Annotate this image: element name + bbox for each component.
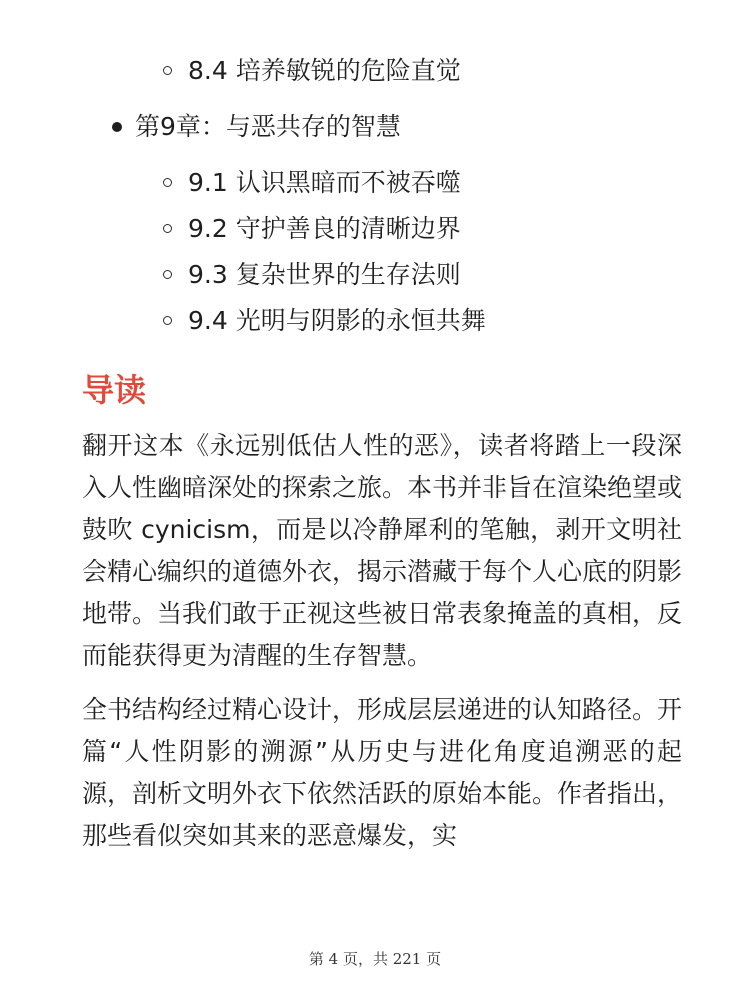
toc-item-label: 9.3 复杂世界的生存法则 bbox=[188, 260, 461, 289]
hollow-circle-bullet-icon bbox=[163, 224, 172, 233]
body-paragraph: 翻开这本《永远别低估人性的恶》，读者将踏上一段深入人性幽暗深处的探索之旅。本书并非旨在渲染绝望或鼓吹 cynicism，而是以冷静犀利的笔触，剥开文明社会精心编织的道德外衣，揭示潜藏于每个人心底的阴影地带。当我们敢于正视这些被日常表象掩盖的真相，反而能获得更为清醒的生存智慧。 bbox=[82, 431, 683, 670]
toc-item bbox=[0, 160, 750, 206]
section-body bbox=[82, 425, 682, 869]
table-of-contents bbox=[0, 48, 750, 344]
toc-item-label: 8.4 培养敏锐的危险直觉 bbox=[188, 56, 461, 85]
filled-dot-bullet-icon bbox=[112, 122, 122, 132]
section-heading: 导读 bbox=[82, 371, 147, 409]
toc-item bbox=[0, 252, 750, 298]
body-paragraph: 全书结构经过精心设计，形成层层递进的认知路径。开篇“人性阴影的溯源”从历史与进化角度追溯恶的起源，剖析文明外衣下依然活跃的原始本能。作者指出，那些看似突如其来的恶意爆发，实 bbox=[82, 695, 683, 850]
toc-item bbox=[0, 298, 750, 344]
toc-item-label: 9.4 光明与阴影的永恒共舞 bbox=[188, 306, 486, 335]
hollow-circle-bullet-icon bbox=[163, 66, 172, 75]
toc-item bbox=[0, 48, 750, 94]
page-number-footer: 第 4 页，共 221 页 bbox=[308, 950, 442, 968]
hollow-circle-bullet-icon bbox=[163, 270, 172, 279]
hollow-circle-bullet-icon bbox=[163, 178, 172, 187]
toc-item bbox=[0, 206, 750, 252]
hollow-circle-bullet-icon bbox=[163, 316, 172, 325]
toc-item-label: 9.2 守护善良的清晰边界 bbox=[188, 214, 461, 243]
toc-chapter-label: 第9章：与恶共存的智慧 bbox=[135, 112, 401, 141]
toc-chapter bbox=[0, 104, 750, 150]
toc-item-label: 9.1 认识黑暗而不被吞噬 bbox=[188, 168, 461, 197]
